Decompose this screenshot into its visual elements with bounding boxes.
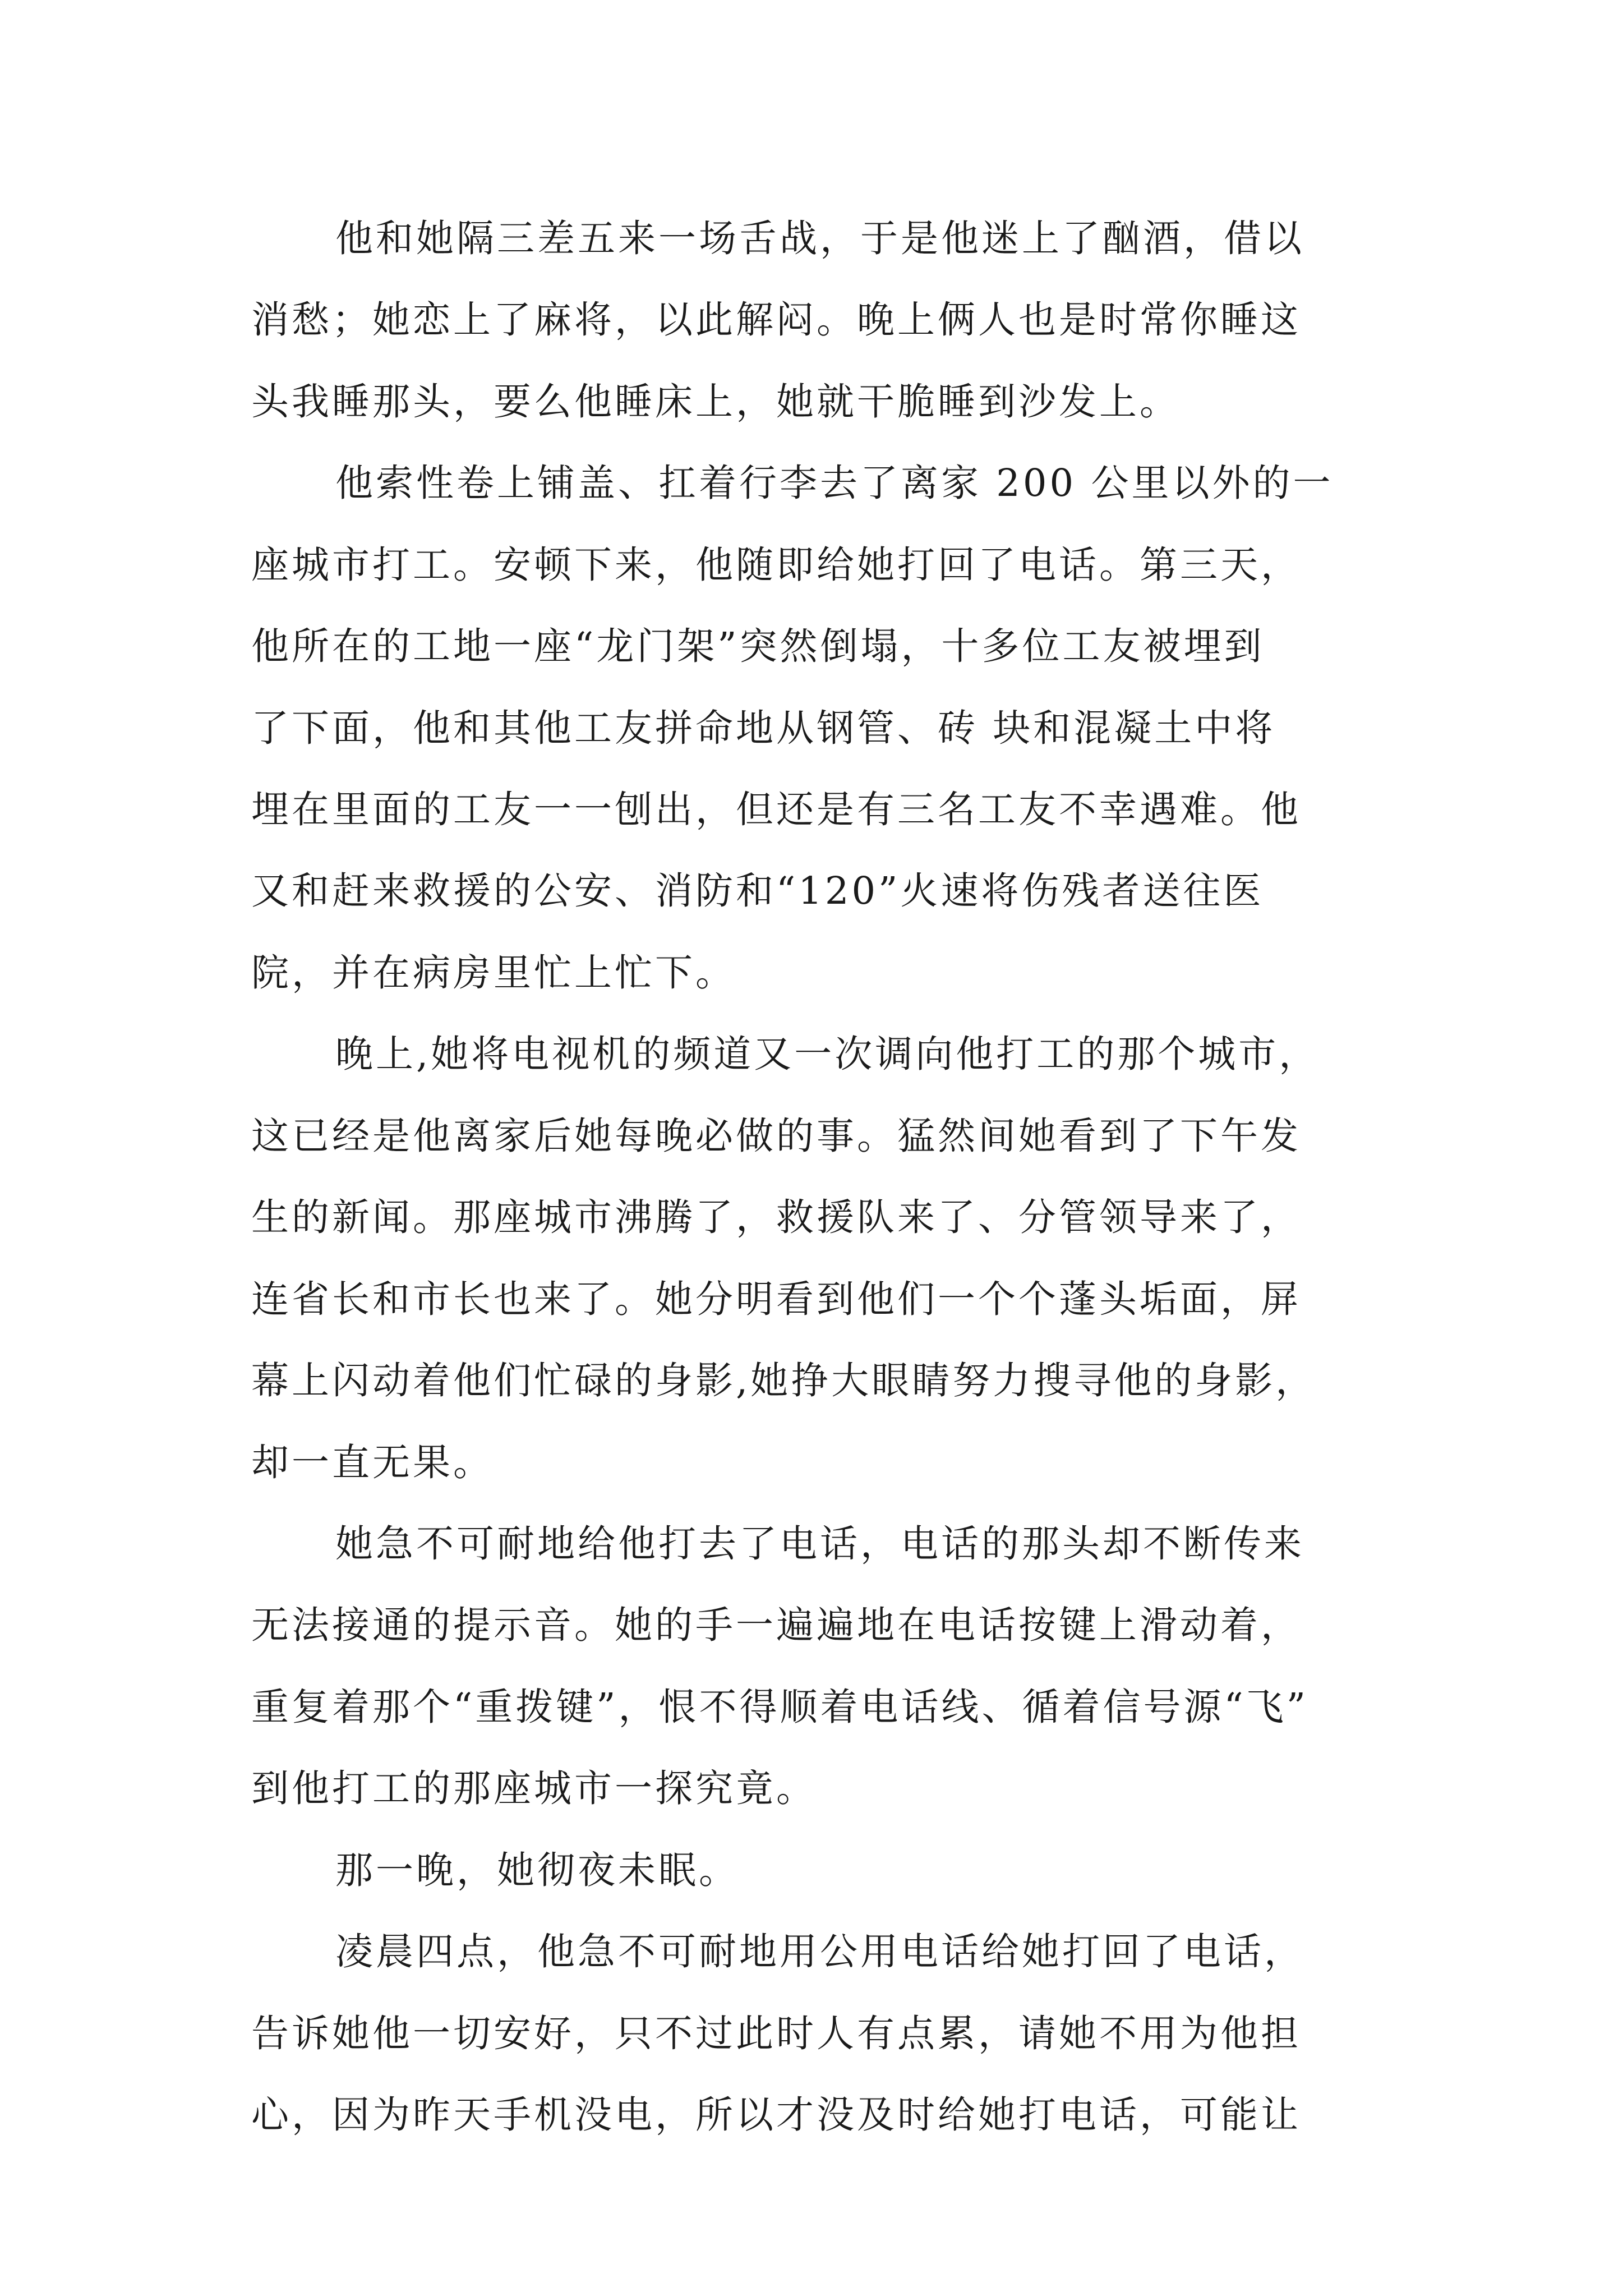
text-line: 凌晨四点，他急不可耐地用公用电话给她打回了电话， (335, 1930, 1304, 1973)
text-line: 晚上,她将电视机的频道又一次调向他打工的那个城市， (335, 1032, 1320, 1076)
text-line: 却一直无果。 (251, 1441, 494, 1484)
text-line: 生的新闻。那座城市沸腾了，救援队来了、分管领导来了， (251, 1195, 1301, 1239)
text-line: 消愁；她恋上了麻将，以此解闷。晚上俩人也是时常你睡这 (251, 298, 1301, 342)
text-line: 无法接通的提示音。她的手一遍遍地在电话按键上滑动着， (251, 1603, 1301, 1647)
text-line: 那一晚，她彻夜未眠。 (335, 1848, 739, 1892)
text-line: 他所在的工地一座“龙门架”突然倒塌，十多位工友被埋到 (251, 624, 1265, 668)
text-line: 告诉她他一切安好，只不过此时人有点累，请她不用为他担 (251, 2012, 1301, 2055)
text-line: 连省长和市长也来了。她分明看到他们一个个蓬头垢面，屏 (251, 1277, 1301, 1321)
text-line: 到他打工的那座城市一探究竟。 (251, 1766, 817, 1810)
text-line: 埋在里面的工友一一刨出，但还是有三名工友不幸遇难。他 (251, 788, 1301, 831)
text-line: 她急不可耐地给他打去了电话，电话的那头却不断传来 (335, 1522, 1304, 1566)
text-line: 了下面，他和其他工友拼命地从钢管、砖 块和混凝土中将 (251, 706, 1276, 750)
text-line: 重复着那个“重拨键”，恨不得顺着电话线、循着信号源“飞” (251, 1685, 1309, 1729)
text-line: 心，因为昨天手机没电，所以才没及时给她打电话，可能让 (251, 2093, 1301, 2137)
text-line: 这已经是他离家后她每晚必做的事。猛然间她看到了下午发 (251, 1114, 1301, 1158)
text-line: 他索性卷上铺盖、扛着行李去了离家 200 公里以外的一 (335, 461, 1334, 505)
text-line: 他和她隔三差五来一场舌战，于是他迷上了酗酒，借以 (335, 217, 1304, 260)
text-line: 又和赶来救援的公安、消防和“120”火速将伤残者送往医 (251, 869, 1264, 913)
text-line: 座城市打工。安顿下来，他随即给她打回了电话。第三天， (251, 543, 1301, 587)
text-line: 幕上闪动着他们忙碌的身影,她挣大眼睛努力搜寻他的身影， (251, 1359, 1316, 1402)
text-line: 院，并在病房里忙上忙下。 (251, 951, 736, 995)
text-line: 头我睡那头，要么他睡床上，她就干脆睡到沙发上。 (251, 380, 1180, 424)
